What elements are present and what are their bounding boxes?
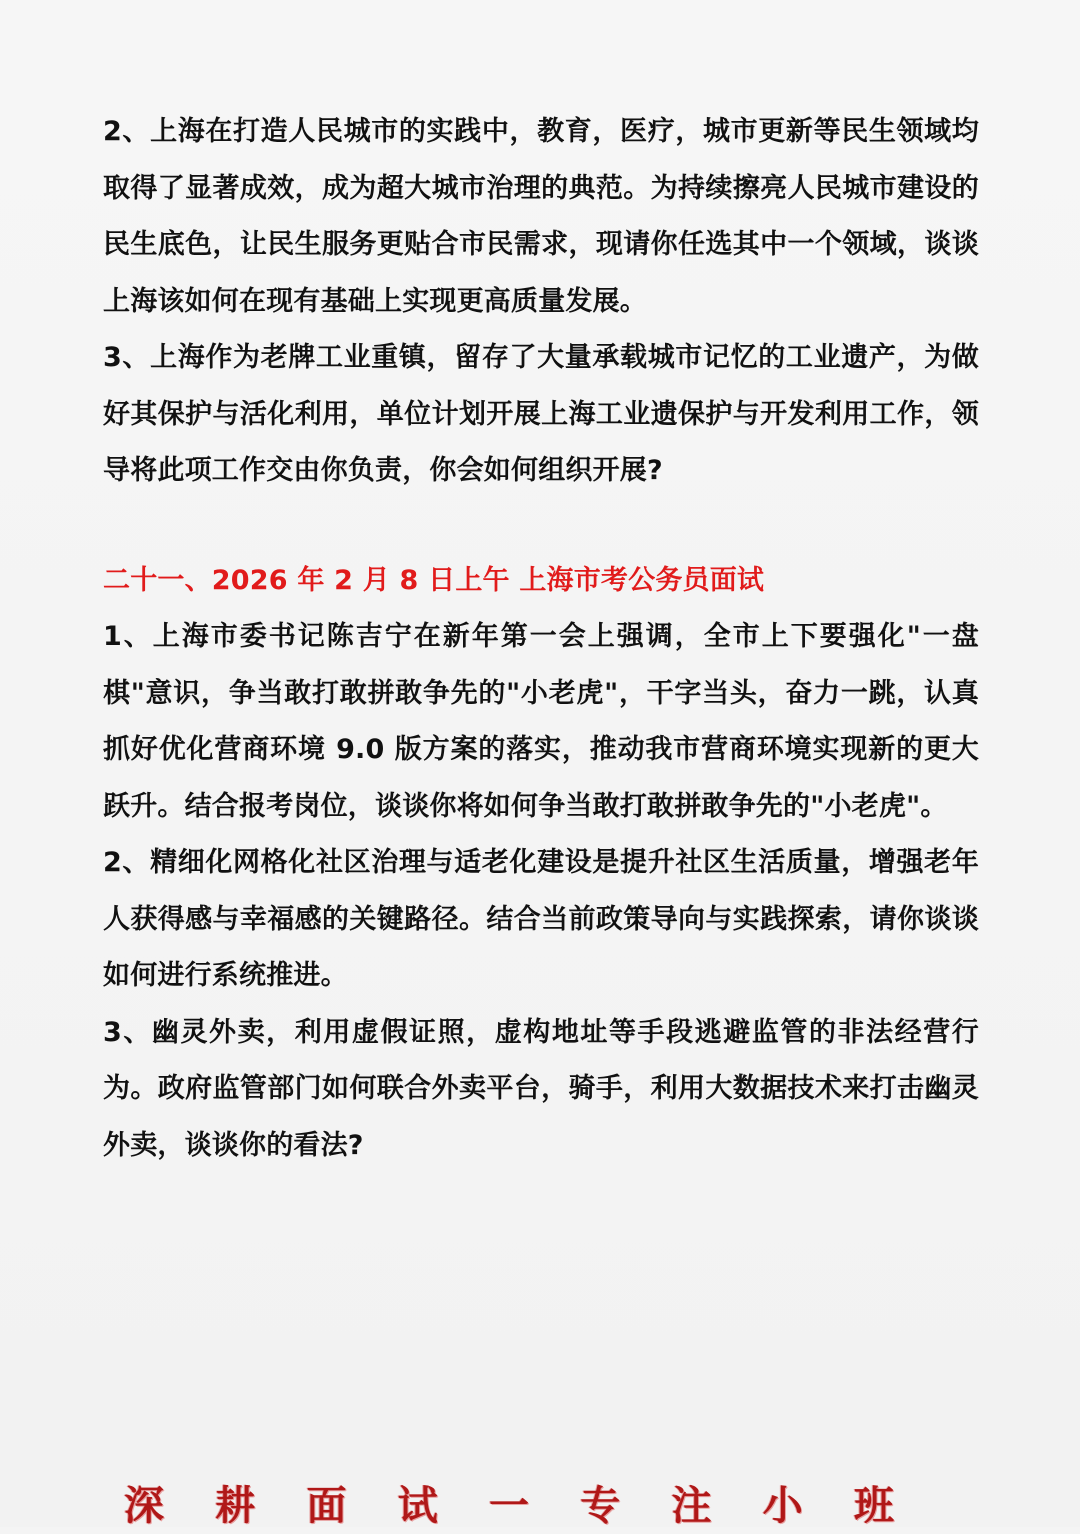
footer-char-9: 班 [854, 1482, 894, 1529]
question-21-2: 2、精细化网格化社区治理与适老化建设是提升社区生活质量，增强老年人获得感与幸福感的关键路径。结合当前政策导向与实践探索，请你谈谈如何进行系统推进。 [103, 847, 979, 991]
section-spacer [103, 500, 979, 553]
footer-char-5: 一 [489, 1482, 529, 1529]
section-heading-21: 二十一、2026 年 2 月 8 日上午 上海市考公务员面试 [103, 564, 765, 596]
question-prev-2: 2、上海在打造人民城市的实践中，教育，医疗，城市更新等民生领域均取得了显著成效，成为超大城市治理的典范。为持续擦亮人民城市建设的民生底色，让民生服务更贴合市民需求，现请你任选其中一个领域，谈谈上海该如何在现有基础上实现更高质量发展。 [103, 116, 979, 317]
question-21-3: 3、幽灵外卖，利用虚假证照，虚构地址等手段逃避监管的非法经营行为。政府监管部门如何联合外卖平台，骑手，利用大数据技术来打击幽灵外卖，谈谈你的看法? [103, 1016, 979, 1161]
footer-char-4: 试 [397, 1482, 438, 1529]
footer-char-7: 注 [671, 1482, 712, 1529]
footer-char-1: 深 [124, 1482, 164, 1529]
footer-char-3: 面 [306, 1482, 347, 1529]
question-21-1: 1、上海市委书记陈吉宁在新年第一会上强调，全市上下要强化"一盘棋"意识，争当敢打敢拼敢争先的"小老虎"，干字当头，奋力一跳，认真抓好优化营商环境 9.0 版方案的落实，推动我市营商环境实现新的更大跃升。结合报考岗位，谈谈你将如何争当敢打敢拼敢争先的"小老虎"。 [103, 621, 979, 822]
footer-char-8: 小 [762, 1482, 803, 1529]
document-content [103, 104, 979, 1174]
footer-char-6: 专 [580, 1482, 621, 1529]
footer-char-2: 耕 [215, 1482, 256, 1529]
question-prev-3: 3、上海作为老牌工业重镇，留存了大量承载城市记忆的工业遗产，为做好其保护与活化利用，单位计划开展上海工业遗保护与开发利用工作，领导将此项工作交由你负责，你会如何组织开展? [103, 342, 979, 486]
footer-watermark [124, 1478, 894, 1534]
